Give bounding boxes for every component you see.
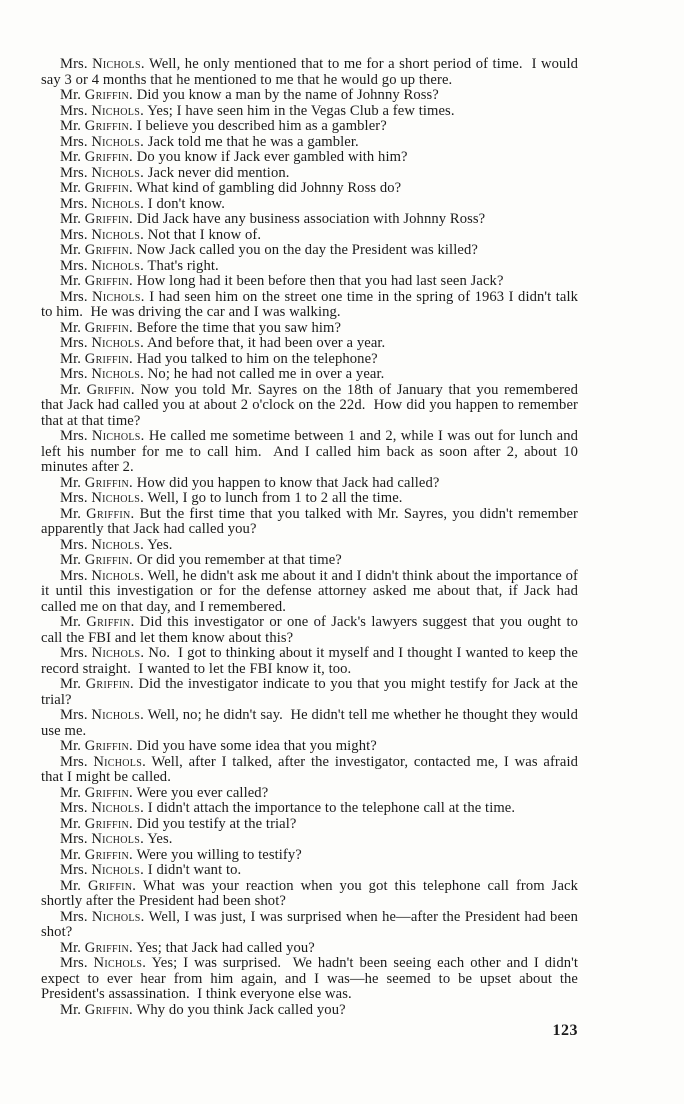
speaker-name: Griffin. bbox=[84, 350, 133, 367]
transcript bbox=[41, 56, 582, 1018]
speaker-label bbox=[60, 227, 144, 243]
speaker-name: Griffin. bbox=[84, 118, 133, 134]
utterance-text: Do you know if Jack ever gambled with him? bbox=[136, 149, 408, 165]
speaker-title: Mr. bbox=[60, 877, 81, 894]
speaker-name: Griffin. bbox=[84, 738, 133, 754]
transcript-paragraph bbox=[41, 877, 582, 910]
transcript-paragraph bbox=[41, 288, 582, 321]
speaker-title: Mr. bbox=[60, 319, 81, 336]
speaker-name: Nichols. bbox=[91, 862, 145, 878]
transcript-paragraph bbox=[41, 941, 578, 957]
speaker-title: Mr. bbox=[60, 273, 81, 289]
utterance-text: Yes. bbox=[147, 536, 173, 553]
transcript-paragraph bbox=[41, 753, 582, 786]
speaker-title: Mrs. bbox=[60, 490, 88, 506]
speaker-name: Griffin. bbox=[87, 877, 137, 894]
speaker-title: Mr. bbox=[60, 1001, 81, 1018]
utterance-text: I didn't attach the importance to the telephone call at the time. bbox=[147, 800, 516, 816]
speaker-label bbox=[60, 475, 133, 491]
speaker-label bbox=[60, 955, 146, 971]
speaker-label bbox=[60, 320, 133, 336]
utterance-text: Or did you remember at that time? bbox=[136, 552, 342, 568]
speaker-label bbox=[60, 490, 144, 506]
utterance-text: Well, he only mentioned that to me for a short period of time. I would say 3 or 4 months that he mentioned to me that he would go up there. bbox=[41, 56, 582, 88]
utterance-text: What was your reaction when you got this telephone call from Jack shortly after the President had been shot? bbox=[41, 877, 582, 909]
speaker-title: Mrs. bbox=[60, 908, 88, 925]
speaker-name: Nichols. bbox=[91, 567, 145, 584]
speaker-title: Mrs. bbox=[60, 831, 88, 847]
speaker-name: Griffin. bbox=[84, 273, 133, 289]
speaker-label bbox=[60, 149, 133, 165]
speaker-title: Mrs. bbox=[60, 567, 88, 584]
speaker-label bbox=[60, 862, 144, 878]
transcript-paragraph bbox=[41, 212, 578, 228]
utterance-text: Now you told Mr. Sayres on the 18th of January that you remembered that Jack had called you at about 2 o'clock on the 22d. How did you happen to remember that at that time? bbox=[41, 381, 582, 429]
utterance-text: Jack never did mention. bbox=[147, 164, 290, 181]
speaker-title: Mr. bbox=[60, 738, 81, 754]
utterance-text: No. I got to thinking about it myself and I thought I wanted to keep the record straight. I wanted to let the FBI know it, too. bbox=[41, 645, 582, 677]
transcript-paragraph bbox=[41, 119, 578, 135]
utterance-text: Did this investigator or one of Jack's lawyers suggest that you ought to call the FBI and let them know about this? bbox=[41, 614, 582, 646]
transcript-paragraph bbox=[41, 181, 578, 197]
speaker-label bbox=[60, 816, 133, 832]
speaker-label bbox=[60, 165, 144, 181]
utterance-text: How did you happen to know that Jack had called? bbox=[136, 474, 440, 491]
speaker-name: Griffin. bbox=[84, 815, 133, 832]
speaker-name: Griffin. bbox=[84, 939, 133, 956]
speaker-title: Mrs. bbox=[60, 645, 88, 661]
utterance-text: How long had it been before then that you had last seen Jack? bbox=[136, 273, 504, 289]
speaker-label bbox=[60, 645, 144, 661]
speaker-title: Mr. bbox=[60, 180, 81, 196]
transcript-paragraph bbox=[41, 908, 582, 941]
speaker-title: Mr. bbox=[60, 242, 81, 258]
transcript-paragraph bbox=[41, 739, 578, 755]
transcript-paragraph bbox=[41, 538, 578, 554]
utterance-text: No; he had not called me in over a year. bbox=[147, 366, 385, 382]
utterance-text: He called me sometime between 1 and 2, while I was out for lunch and left his number for me to call him. And I called him back as soon after 2, about 10 minutes after 2. bbox=[41, 428, 582, 475]
transcript-paragraph bbox=[41, 321, 578, 337]
transcript-paragraph bbox=[41, 848, 578, 864]
transcript-paragraph bbox=[41, 1003, 578, 1019]
speaker-title: Mrs. bbox=[60, 226, 88, 243]
utterance-text: Jack told me that he was a gambler. bbox=[147, 133, 359, 150]
speaker-title: Mrs. bbox=[60, 257, 88, 274]
transcript-paragraph bbox=[41, 786, 578, 802]
speaker-title: Mrs. bbox=[60, 955, 88, 971]
transcript-paragraph bbox=[41, 367, 578, 383]
transcript-paragraph bbox=[41, 274, 578, 290]
transcript-paragraph bbox=[41, 228, 578, 244]
speaker-title: Mr. bbox=[60, 118, 81, 134]
speaker-name: Nichols. bbox=[91, 366, 145, 382]
speaker-name: Nichols. bbox=[92, 288, 145, 305]
utterance-text: Had you talked to him on the telephone? bbox=[136, 350, 378, 367]
speaker-title: Mr. bbox=[60, 474, 81, 491]
utterance-text: I believe you described him as a gambler? bbox=[136, 118, 387, 134]
transcript-paragraph bbox=[41, 135, 578, 151]
speaker-name: Nichols. bbox=[91, 831, 145, 847]
speaker-title: Mrs. bbox=[60, 800, 88, 816]
speaker-title: Mr. bbox=[60, 211, 81, 227]
speaker-name: Nichols. bbox=[91, 335, 145, 351]
speaker-label bbox=[60, 831, 144, 847]
speaker-name: Griffin. bbox=[86, 381, 135, 398]
speaker-title: Mrs. bbox=[60, 753, 88, 770]
speaker-label bbox=[60, 118, 133, 134]
speaker-name: Griffin. bbox=[84, 846, 133, 863]
speaker-label bbox=[60, 676, 134, 692]
transcript-paragraph bbox=[41, 567, 582, 616]
utterance-text: Well, after I talked, after the investigator, contacted me, I was afraid that I might be called. bbox=[41, 753, 582, 785]
utterance-text: What kind of gambling did Johnny Ross do? bbox=[136, 180, 402, 196]
speaker-title: Mrs. bbox=[60, 56, 88, 72]
transcript-paragraph bbox=[41, 259, 578, 275]
utterance-text: Not that I know of. bbox=[147, 226, 262, 243]
speaker-title: Mr. bbox=[60, 676, 81, 692]
speaker-label bbox=[60, 382, 135, 398]
transcript-paragraph bbox=[41, 476, 578, 492]
utterance-text: Yes; I have seen him in the Vegas Club a few times. bbox=[147, 102, 455, 119]
speaker-title: Mrs. bbox=[60, 536, 88, 553]
speaker-title: Mrs. bbox=[60, 288, 88, 305]
speaker-label bbox=[60, 614, 135, 630]
transcript-paragraph bbox=[41, 491, 578, 507]
transcript-paragraph bbox=[41, 707, 582, 739]
page-number: 123 bbox=[552, 1022, 578, 1039]
speaker-label bbox=[60, 103, 144, 119]
utterance-text: Yes; that Jack had called you? bbox=[136, 939, 315, 956]
speaker-label bbox=[60, 273, 133, 289]
speaker-label bbox=[60, 335, 144, 351]
transcript-paragraph bbox=[41, 801, 578, 817]
utterance-text: Why do you think Jack called you? bbox=[136, 1001, 346, 1018]
utterance-text: Did Jack have any business association with Johnny Ross? bbox=[136, 211, 486, 227]
speaker-title: Mr. bbox=[60, 939, 81, 956]
speaker-name: Griffin. bbox=[84, 1001, 133, 1018]
utterance-text: But the first time that you talked with Mr. Sayres, you didn't remember apparently that Jack had called you? bbox=[41, 505, 582, 537]
speaker-label bbox=[60, 211, 133, 227]
speaker-name: Griffin. bbox=[85, 676, 134, 692]
speaker-name: Griffin. bbox=[84, 552, 133, 568]
utterance-text: Did you testify at the trial? bbox=[136, 815, 297, 832]
speaker-name: Nichols. bbox=[91, 102, 145, 119]
speaker-label bbox=[60, 707, 144, 723]
speaker-label bbox=[60, 537, 144, 553]
speaker-name: Griffin. bbox=[84, 180, 133, 196]
speaker-label bbox=[60, 196, 144, 212]
speaker-name: Nichols. bbox=[91, 490, 145, 506]
speaker-label bbox=[60, 366, 144, 382]
speaker-title: Mrs. bbox=[60, 164, 88, 181]
speaker-title: Mr. bbox=[60, 846, 81, 863]
speaker-name: Nichols. bbox=[91, 428, 145, 444]
speaker-label bbox=[60, 754, 146, 770]
speaker-name: Griffin. bbox=[84, 319, 133, 336]
speaker-name: Griffin. bbox=[84, 87, 133, 103]
transcript-paragraph bbox=[41, 832, 578, 848]
transcript-paragraph bbox=[41, 56, 582, 88]
speaker-label bbox=[60, 56, 145, 72]
utterance-text: Well, no; he didn't say. He didn't tell me whether he thought they would use me. bbox=[41, 707, 582, 739]
utterance-text: Were you ever called? bbox=[136, 784, 269, 801]
transcript-paragraph bbox=[41, 336, 578, 352]
transcript-paragraph bbox=[41, 88, 578, 104]
speaker-label bbox=[60, 940, 133, 956]
speaker-name: Nichols. bbox=[91, 257, 145, 274]
utterance-text: I don't know. bbox=[147, 195, 225, 212]
utterance-text: Yes; I was surprised. We hadn't been seeing each other and I didn't expect to ever hear from him again, and I was—he seemed to be upset about the President's assassination. I think everyone else was. bbox=[41, 955, 582, 1002]
speaker-label bbox=[60, 1002, 133, 1018]
transcript-paragraph bbox=[41, 645, 582, 677]
utterance-text: Did you know a man by the name of Johnny Ross? bbox=[136, 87, 439, 103]
speaker-label bbox=[60, 506, 134, 522]
utterance-text: Before the time that you saw him? bbox=[136, 319, 342, 336]
utterance-text: Were you willing to testify? bbox=[136, 846, 302, 863]
transcript-paragraph bbox=[41, 863, 578, 879]
speaker-label bbox=[60, 909, 145, 925]
transcript-paragraph bbox=[41, 676, 582, 708]
speaker-name: Griffin. bbox=[84, 474, 133, 491]
utterance-text: Did you have some idea that you might? bbox=[136, 738, 377, 754]
speaker-title: Mrs. bbox=[60, 335, 88, 351]
speaker-name: Griffin. bbox=[86, 614, 135, 630]
transcript-paragraph bbox=[41, 553, 578, 569]
speaker-label bbox=[60, 800, 144, 816]
speaker-label bbox=[60, 180, 133, 196]
transcript-paragraph bbox=[41, 817, 578, 833]
transcript-paragraph bbox=[41, 352, 578, 368]
speaker-title: Mrs. bbox=[60, 195, 88, 212]
utterance-text: That's right. bbox=[147, 257, 219, 274]
speaker-label bbox=[60, 738, 133, 754]
utterance-text: I had seen him on the street one time in the spring of 1963 I didn't talk to him. He was driving the car and I was walking. bbox=[41, 288, 582, 320]
speaker-name: Griffin. bbox=[84, 149, 133, 165]
speaker-title: Mr. bbox=[60, 784, 81, 801]
speaker-title: Mr. bbox=[60, 149, 81, 165]
speaker-label bbox=[60, 568, 144, 584]
utterance-text: Well, I go to lunch from 1 to 2 all the time. bbox=[147, 490, 403, 506]
speaker-name: Nichols. bbox=[91, 645, 145, 661]
speaker-title: Mr. bbox=[60, 381, 81, 398]
speaker-name: Nichols. bbox=[91, 707, 145, 723]
utterance-text: Well, he didn't ask me about it and I didn't think about the importance of it until this investigation or for the defense attorney asked me about that, if Jack had called me on that day, and I remembered. bbox=[41, 567, 582, 615]
speaker-name: Nichols. bbox=[91, 164, 145, 181]
speaker-name: Nichols. bbox=[91, 800, 145, 816]
speaker-name: Nichols. bbox=[91, 133, 145, 150]
speaker-name: Griffin. bbox=[86, 505, 135, 522]
speaker-title: Mrs. bbox=[60, 862, 88, 878]
speaker-title: Mr. bbox=[60, 87, 81, 103]
speaker-label bbox=[60, 134, 144, 150]
speaker-title: Mrs. bbox=[60, 707, 88, 723]
utterance-text: And before that, it had been over a year. bbox=[146, 335, 386, 351]
transcript-paragraph bbox=[41, 104, 578, 120]
transcript-paragraph bbox=[41, 197, 578, 213]
speaker-name: Nichols. bbox=[91, 226, 145, 243]
speaker-label bbox=[60, 351, 133, 367]
speaker-title: Mrs. bbox=[60, 102, 88, 119]
speaker-name: Griffin. bbox=[84, 784, 133, 801]
speaker-title: Mrs. bbox=[60, 133, 88, 150]
speaker-title: Mr. bbox=[60, 815, 81, 832]
transcript-paragraph bbox=[41, 150, 578, 166]
speaker-label bbox=[60, 428, 145, 444]
utterance-text: Yes. bbox=[147, 831, 173, 847]
transcript-paragraph bbox=[41, 955, 582, 1003]
speaker-title: Mr. bbox=[60, 552, 81, 568]
speaker-name: Nichols. bbox=[92, 56, 145, 72]
speaker-name: Nichols. bbox=[93, 955, 147, 971]
speaker-name: Nichols. bbox=[91, 908, 145, 925]
speaker-label bbox=[60, 552, 133, 568]
speaker-label bbox=[60, 878, 136, 894]
speaker-name: Griffin. bbox=[84, 211, 133, 227]
speaker-title: Mrs. bbox=[60, 428, 88, 444]
speaker-name: Nichols. bbox=[91, 195, 145, 212]
speaker-title: Mr. bbox=[60, 505, 81, 522]
utterance-text: Did the investigator indicate to you that you might testify for Jack at the trial? bbox=[41, 676, 582, 708]
transcript-paragraph bbox=[41, 381, 582, 430]
utterance-text: Well, I was just, I was surprised when he—after the President had been shot? bbox=[41, 908, 582, 940]
transcript-paragraph bbox=[41, 243, 578, 259]
speaker-name: Nichols. bbox=[93, 753, 147, 770]
speaker-label bbox=[60, 785, 133, 801]
utterance-text: I didn't want to. bbox=[147, 862, 242, 878]
speaker-label bbox=[60, 87, 133, 103]
speaker-label bbox=[60, 847, 133, 863]
speaker-label bbox=[60, 242, 133, 258]
transcript-paragraph bbox=[41, 505, 582, 538]
speaker-name: Griffin. bbox=[84, 242, 133, 258]
speaker-title: Mrs. bbox=[60, 366, 88, 382]
transcript-paragraph bbox=[41, 614, 582, 646]
speaker-title: Mr. bbox=[60, 614, 81, 630]
utterance-text: Now Jack called you on the day the President was killed? bbox=[136, 242, 478, 258]
transcript-paragraph bbox=[41, 166, 578, 182]
speaker-label bbox=[60, 258, 144, 274]
speaker-title: Mr. bbox=[60, 350, 81, 367]
transcript-paragraph bbox=[41, 428, 582, 476]
speaker-label bbox=[60, 289, 145, 305]
speaker-name: Nichols. bbox=[91, 536, 145, 553]
